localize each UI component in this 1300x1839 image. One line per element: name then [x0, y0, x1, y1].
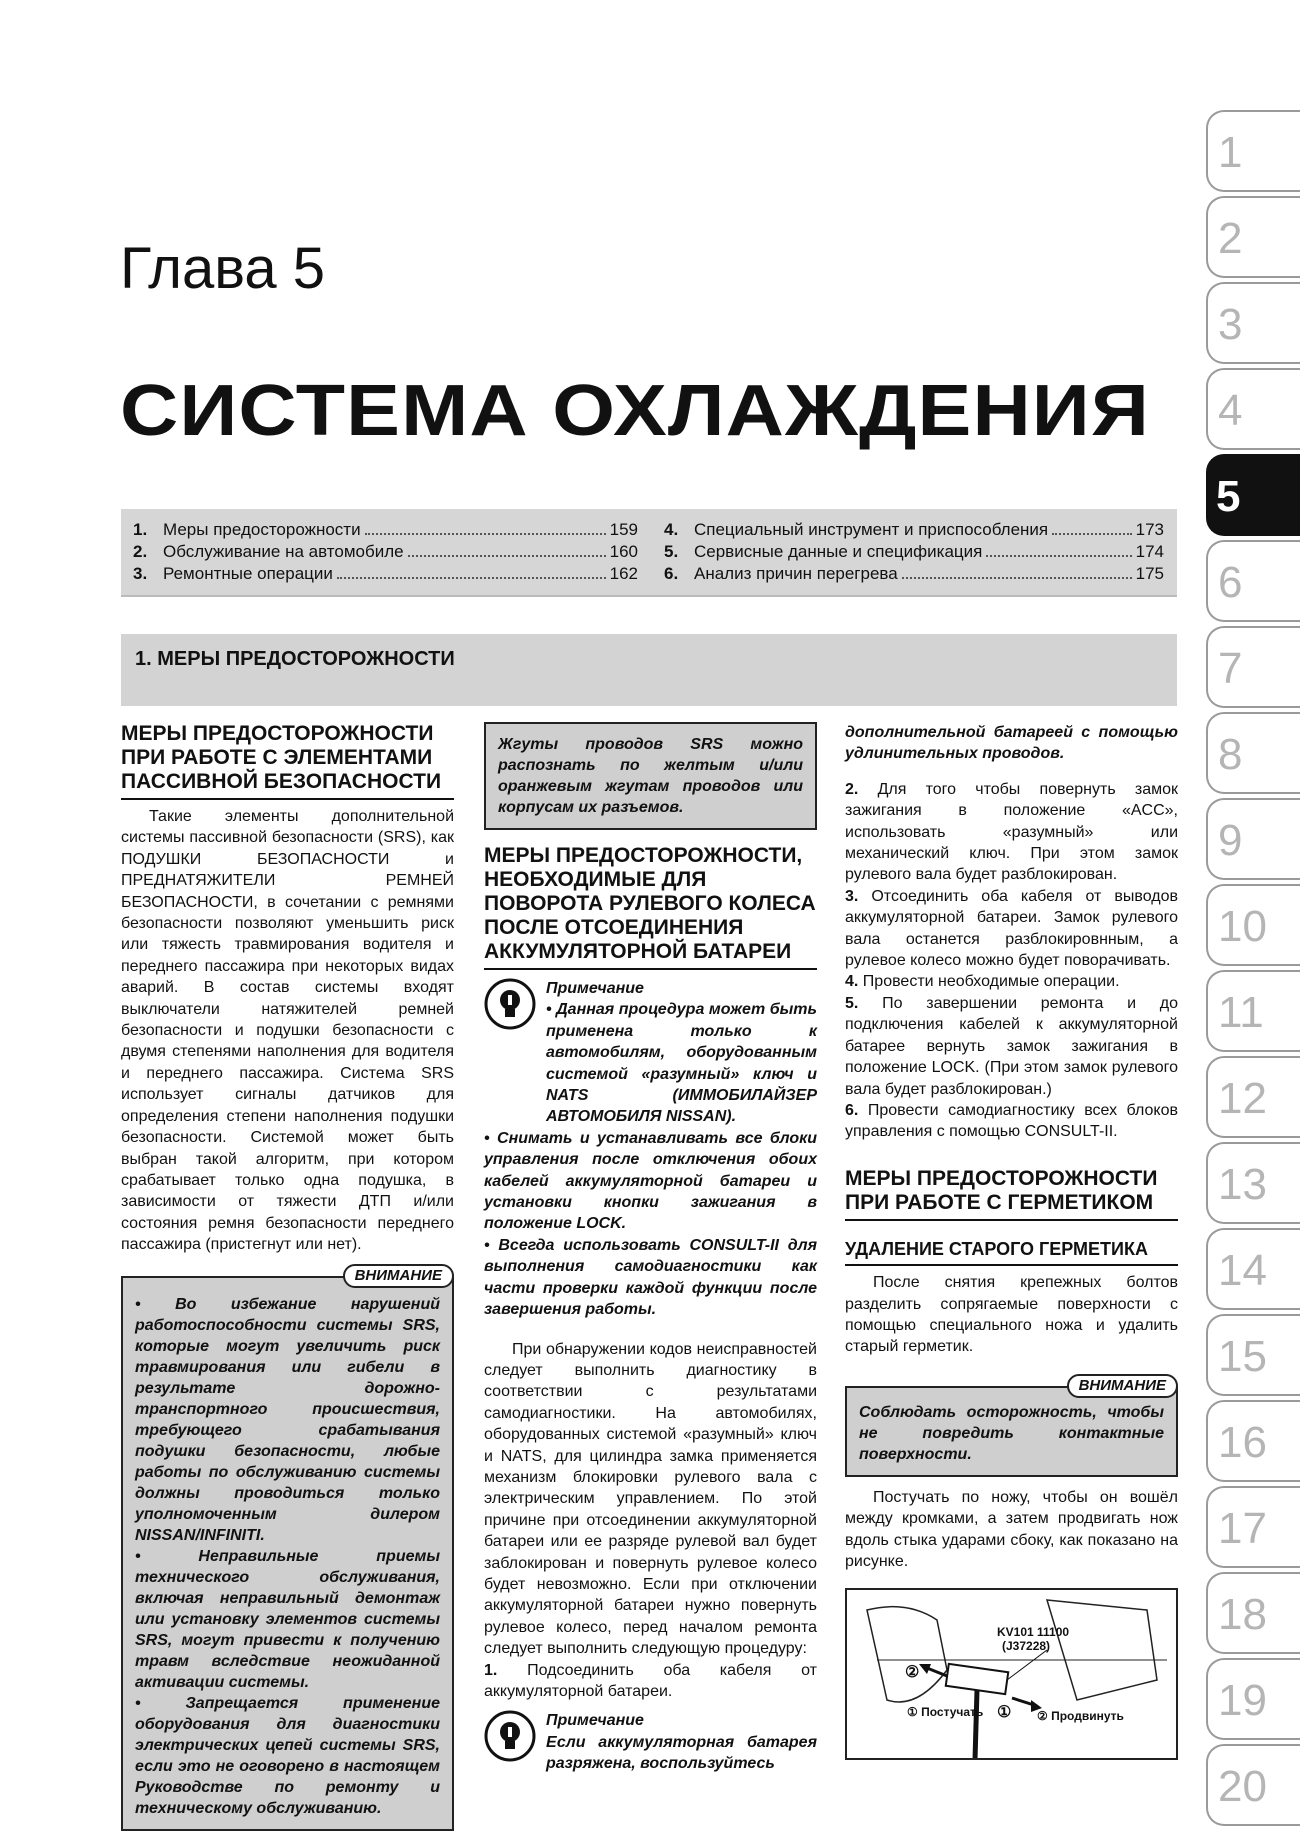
- chapter-tab-number: 10: [1218, 902, 1267, 951]
- label-tap: ① Постучать: [907, 1705, 984, 1720]
- chapter-tab-9[interactable]: [1206, 796, 1300, 882]
- note-item: • Всегда использовать CONSULT-II для выполнения самодиагностики как части проверки каждой функции после завершения работы.: [484, 1236, 817, 1319]
- warning-label: ВНИМАНИЕ: [1067, 1374, 1178, 1398]
- chapter-tab-number: 18: [1218, 1590, 1267, 1639]
- chapter-tab-number: 12: [1218, 1074, 1267, 1123]
- chapter-tab-number: 19: [1218, 1676, 1267, 1725]
- chapter-tab-number: 16: [1218, 1418, 1267, 1467]
- label-advance: ② Продвинуть: [1037, 1709, 1124, 1724]
- chapter-tab-16[interactable]: [1206, 1398, 1300, 1484]
- chapter-tab-13[interactable]: [1206, 1140, 1300, 1226]
- note-item: • Данная процедура может быть применена только к автомобилям, оборудованным системой «разумный» ключ и NATS (ИММОБИЛАЙЗЕР АВТОМОБИЛЯ NISSAN).: [546, 1001, 817, 1126]
- marker-2: ②: [905, 1664, 920, 1682]
- chapter-tab-number: 17: [1218, 1504, 1267, 1553]
- chapter-tab-10[interactable]: [1206, 882, 1300, 968]
- toc-item[interactable]: 2. Обслуживание на автомобиле 160: [133, 542, 638, 561]
- lightbulb-icon: [484, 978, 536, 1030]
- toc-item[interactable]: 3. Ремонтные операции 162: [133, 564, 638, 583]
- toc-item[interactable]: 6. Анализ причин перегрева 175: [664, 564, 1164, 583]
- diagnostic-paragraph: При обнаружении кодов неисправностей следует выполнить диагностику в соответствии с результатами самодиагностики. На автомобилях, оборудованных системой «разумный» ключ и NATS, для цилиндра замка применяется механизм блокировки рулевого вала с электрическим управлением. По этой причине при отсоединении аккумуляторной батареи или ее разряде рулевой вал будет заблокирован и повернуть рулевое колесо будет невозможно. Если при отключении аккумуляторной батареи нужно повернуть рулевое колесо, перед началом ремонта следует выполнить следующую процедуру:: [484, 1340, 817, 1658]
- toc-item[interactable]: 5. Сервисные данные и спецификация 174: [664, 542, 1164, 561]
- chapter-tab-number: 4: [1218, 386, 1243, 435]
- chapter-tab-number: 14: [1218, 1246, 1267, 1295]
- chapter-tab-number: 7: [1218, 644, 1243, 693]
- chapter-tab-8[interactable]: [1206, 710, 1300, 796]
- column-2: [484, 722, 817, 1775]
- chapter-tab-number: 20: [1218, 1762, 1267, 1811]
- note-block: [484, 978, 817, 1321]
- chapter-title: СИСТЕМА ОХЛАЖДЕНИЯ: [120, 371, 1150, 451]
- chapter-tab-14[interactable]: [1206, 1226, 1300, 1312]
- chapter-tab-19[interactable]: [1206, 1656, 1300, 1742]
- chapter-tab-11[interactable]: [1206, 968, 1300, 1054]
- warning-item: • Во избежание нарушений работоспособности системы SRS, которые могут увеличить риск травмирования или гибели в результате дорожно-транспортного происшествия, требующего срабатывания подушки безопасности, любые работы по обслуживанию системы должны проводиться только уполномоченным дилером NISSAN/INFINITI.: [135, 1295, 440, 1544]
- chapter-tab-number: 9: [1218, 816, 1243, 865]
- toc-item[interactable]: 1. Меры предосторожности 159: [133, 520, 638, 539]
- sealant-paragraph: После снятия крепежных болтов разделить сопрягаемые поверхности с помощью специального ножа и удалить старый герметик.: [845, 1274, 1178, 1356]
- chapter-tab-number: 13: [1218, 1160, 1267, 1209]
- chapter-tab-4[interactable]: [1206, 366, 1300, 452]
- chapter-tab-6[interactable]: [1206, 538, 1300, 624]
- chapter-tab-number: 3: [1218, 300, 1243, 349]
- chapter-tab-number: 8: [1218, 730, 1243, 779]
- knife-paragraph: Постучать по ножу, чтобы он вошёл между кромками, а затем продвигать нож вдоль стыка ударами сбоку, как показано на рисунке.: [845, 1488, 1178, 1570]
- warning-text: Соблюдать осторожность, чтобы не повредить контактные поверхности.: [859, 1403, 1164, 1463]
- srs-heading: МЕРЫ ПРЕДОСТОРОЖНОСТИ ПРИ РАБОТЕ С ЭЛЕМЕНТАМИ ПАССИВНОЙ БЕЗОПАСНОСТИ: [121, 722, 454, 800]
- tool-code-alt: (J37228): [1002, 1639, 1051, 1654]
- step-item: 1. Подсоединить оба кабеля от аккумуляторной батареи.: [484, 1661, 817, 1700]
- chapter-tab-7[interactable]: [1206, 624, 1300, 710]
- toc-column-left: [133, 519, 638, 585]
- chapter-tab-1[interactable]: [1206, 108, 1300, 194]
- chapter-tab-20[interactable]: [1206, 1742, 1300, 1828]
- column-1: [121, 722, 454, 1831]
- marker-1: ①: [997, 1704, 1012, 1722]
- engine-sketch-illustration: [847, 1590, 1178, 1760]
- srs-warning-box: [121, 1266, 454, 1831]
- sealant-removal-figure: [845, 1588, 1178, 1760]
- warning-item: • Запрещается применение оборудования для диагностики электрических цепей системы SRS, если это не оговорено в настоящем Руководстве по ремонту и техническому обслуживанию.: [135, 1694, 440, 1817]
- step-item: 5. По завершении ремонта и до подключения кабелей к аккумуляторной батарее вернуть замок зажигания в положение LOCK. (При этом замок рулевого вала будет разблокирован.): [845, 994, 1178, 1098]
- steering-heading: МЕРЫ ПРЕДОСТОРОЖНОСТИ, НЕОБХОДИМЫЕ ДЛЯ ПОВОРОТА РУЛЕВОГО КОЛЕСА ПОСЛЕ ОТСОЕДИНЕНИЯ АККУМУЛЯТОРНОЙ БАТАРЕИ: [484, 844, 817, 970]
- srs-paragraph: Такие элементы дополнительной системы пассивной безопасности (SRS), как ПОДУШКИ БЕЗОПАСНОСТИ и ПРЕДНАТЯЖИТЕЛИ РЕМНЕЙ БЕЗОПАСНОСТИ, в сочетании с ремнями безопасности позволяют уменьшить риск или тяжесть травмирования водителя и переднего пассажира при некоторых видах аварий. В состав системы входят выключатели натяжителей ремней безопасности и подушки безопасности с двумя степенями наполнения для водителя и переднего пассажира. Система SRS использует сигналы датчиков для определения степени наполнения подушки безопасности. Системой может быть выбран такой алгоритм, при котором срабатывает только одна подушка, в зависимости от тяжести ДТП и/или состояния ремня безопасности переднего пассажира (пристегнут или нет).: [121, 808, 454, 1254]
- toc-item[interactable]: 4. Специальный инструмент и приспособления 173: [664, 520, 1164, 539]
- chapter-tab-3[interactable]: [1206, 280, 1300, 366]
- note-text: Если аккумуляторная батарея разряжена, воспользуйтесь: [546, 1733, 817, 1773]
- step-item: 3. Отсоединить оба кабеля от выводов аккумуляторной батареи. Замок рулевого вала останется разблокировнным, а рулевое колесо можно будет поворачивать.: [845, 887, 1178, 970]
- srs-wiring-note-box: Жгуты проводов SRS можно распознать по желтым и/или оранжевым жгутам проводов или корпусам их разъемов.: [484, 722, 817, 830]
- note-title: Примечание: [546, 1712, 644, 1730]
- note-item: • Снимать и устанавливать все блоки управления после отключения обоих кабелей аккумуляторной батареи и установки кнопки зажигания в положение LOCK.: [484, 1129, 817, 1233]
- chapter-tab-number: 2: [1218, 214, 1243, 263]
- chapter-tab-number: 6: [1218, 558, 1243, 607]
- chapter-tab-15[interactable]: [1206, 1312, 1300, 1398]
- table-of-contents: [121, 509, 1177, 597]
- section-title: 1. МЕРЫ ПРЕДОСТОРОЖНОСТИ: [135, 648, 455, 670]
- note-title: Примечание: [546, 980, 644, 997]
- lightbulb-icon: [484, 1710, 536, 1762]
- chapter-tab-number: 11: [1218, 988, 1264, 1037]
- step-item: 6. Провести самодиагностику всех блоков управления с помощью CONSULT-II.: [845, 1101, 1178, 1141]
- steps-list: [845, 779, 1178, 1143]
- step-item: 4. Провести необходимые операции.: [845, 973, 1120, 991]
- warning-item: • Неправильные приемы технического обслуживания, включая неправильный демонтаж или установку элементов системы SRS, могут привести к получению травм вследствие неожиданной активации системы.: [135, 1547, 440, 1691]
- tool-code: KV101 11100: [997, 1625, 1070, 1640]
- section-header: [121, 634, 1177, 706]
- chapter-tab-12[interactable]: [1206, 1054, 1300, 1140]
- chapter-tab-2[interactable]: [1206, 194, 1300, 280]
- note-block: [484, 1710, 817, 1774]
- step-item: 2. Для того чтобы повернуть замок зажигания в положение «ACC», использовать «разумный» или механический ключ. При этом замок рулевого вала будет разблокирован.: [845, 780, 1179, 884]
- sealant-warning-box: [845, 1376, 1178, 1477]
- toc-column-right: [664, 519, 1164, 585]
- column-3: [845, 722, 1178, 1760]
- chapter-tab-5[interactable]: [1206, 452, 1300, 538]
- chapter-tab-17[interactable]: [1206, 1484, 1300, 1570]
- sealant-heading: МЕРЫ ПРЕДОСТОРОЖНОСТИ ПРИ РАБОТЕ С ГЕРМЕТИКОМ: [845, 1167, 1178, 1221]
- chapter-label: Глава 5: [120, 236, 326, 301]
- note-continuation: дополнительной батареей с помощью удлинительных проводов.: [845, 724, 1178, 763]
- chapter-tab-number: 1: [1218, 128, 1243, 177]
- chapter-tab-number: 15: [1218, 1332, 1267, 1381]
- sealant-subheading: УДАЛЕНИЕ СТАРОГО ГЕРМЕТИКА: [845, 1239, 1178, 1266]
- warning-label: ВНИМАНИЕ: [343, 1264, 454, 1288]
- chapter-tab-number: 5: [1216, 472, 1241, 521]
- chapter-tabs: [1206, 108, 1300, 1828]
- chapter-tab-18[interactable]: [1206, 1570, 1300, 1656]
